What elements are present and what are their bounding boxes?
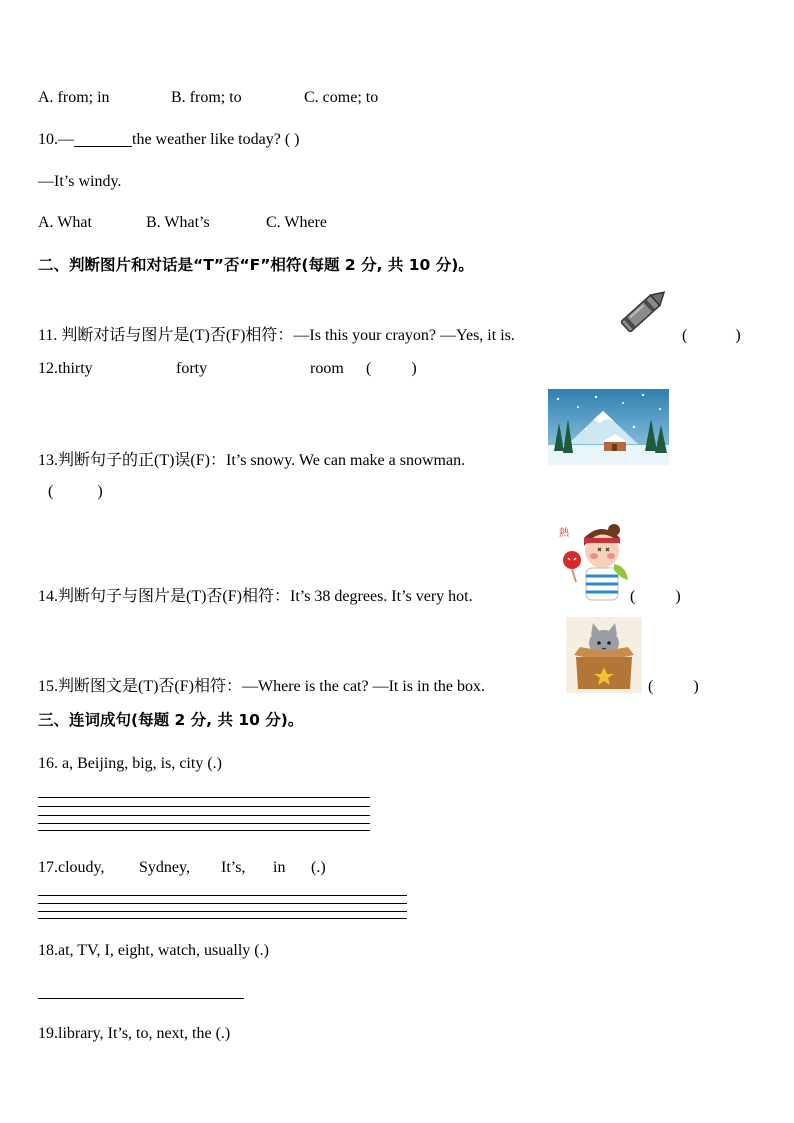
q13-statement: 13.判断句子的正(T)误(F)：It’s snowy. We can make a snowman.: [38, 452, 466, 469]
q10-prefix: 10.—: [38, 131, 74, 148]
q10-question: [38, 130, 299, 150]
hot-badge-text: 熱: [559, 528, 569, 539]
q10-blank[interactable]: [74, 132, 132, 147]
q17-word-1: 17.cloudy,: [38, 859, 105, 876]
q12-word-1: 12.thirty: [38, 360, 93, 377]
q15-statement: 15.判断图文是(T)否(F)相符：—Where is the cat? —It is in the box.: [38, 678, 486, 695]
q17-word-3: It’s,: [221, 859, 246, 876]
q12-answer-paren[interactable]: ( ): [366, 360, 417, 377]
snowy-scene-icon: [548, 389, 669, 465]
q14-statement: 14.判断句子与图片是(T)否(F)相符：It’s 38 degrees. It’s very hot.: [38, 588, 473, 605]
q9-option-c: C. come; to: [304, 89, 379, 106]
q17-word-5: (.): [311, 859, 326, 876]
q16-words: 16. a, Beijing, big, is, city (.): [38, 755, 222, 772]
q19-words: 19.library, It’s, to, next, the (.): [38, 1025, 231, 1042]
hot-girl-icon: [554, 520, 634, 602]
q10-option-a: A. What: [38, 214, 92, 231]
q12-word-3: room: [310, 360, 344, 377]
q9-option-a: A. from; in: [38, 89, 110, 106]
q9-option-b: B. from; to: [171, 89, 242, 106]
cat-in-box-icon: [566, 617, 642, 693]
q10-option-c: C. Where: [266, 214, 328, 231]
q14-answer-paren[interactable]: ( ): [630, 588, 681, 605]
q11-answer-paren[interactable]: ( ): [682, 327, 741, 344]
q10-option-b: B. What’s: [146, 214, 210, 231]
q15-answer-paren[interactable]: ( ): [648, 678, 699, 695]
q11-statement: 11. 判断对话与图片是(T)否(F)相符：—Is this your crayon? —Yes, it is.: [38, 327, 515, 344]
q12-word-2: forty: [176, 360, 208, 377]
q13-answer-paren[interactable]: ( ): [48, 483, 103, 500]
q10-suffix: the weather like today? ( ): [132, 131, 300, 148]
crayon-icon: [612, 284, 670, 342]
q18-answer-line[interactable]: [38, 998, 244, 999]
section-3-title: 三、连词成句(每题 2 分, 共 10 分)。: [38, 711, 304, 729]
q17-word-2: Sydney,: [139, 859, 190, 876]
q18-words: 18.at, TV, I, eight, watch, usually (.): [38, 942, 269, 959]
q17-word-4: in: [273, 859, 286, 876]
q10-answer-line: —It’s windy.: [38, 173, 122, 190]
section-2-title: 二、判断图片和对话是“T”否“F”相符(每题 2 分, 共 10 分)。: [38, 256, 474, 274]
